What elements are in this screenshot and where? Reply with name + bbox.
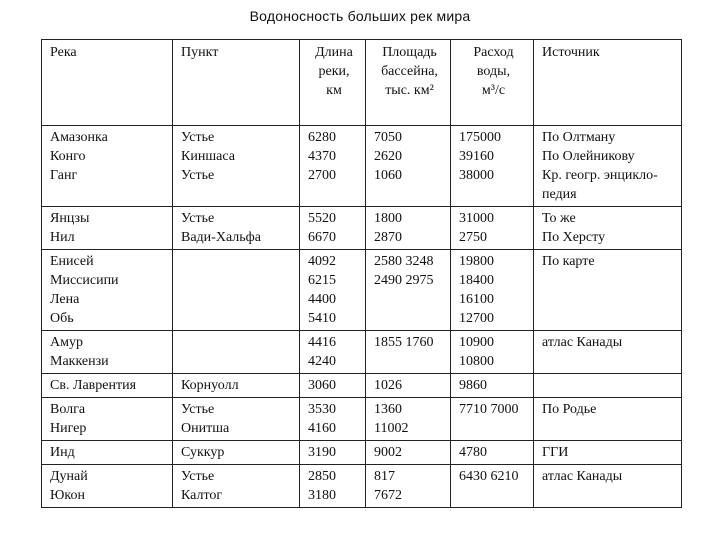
cell-source-line: То же (542, 211, 576, 226)
cell-point (173, 331, 300, 374)
cell-area-line: 1026 (374, 378, 402, 393)
cell-source-line: По Олейникову (542, 149, 635, 164)
header-area (366, 40, 451, 126)
cell-river-line: Нигер (50, 421, 87, 436)
cell-source (534, 374, 682, 398)
cell-area (366, 374, 451, 398)
cell-river (42, 207, 173, 250)
cell-length-line: 4370 (308, 149, 336, 164)
cell-area-line: 1855 1760 (374, 335, 434, 350)
cell-area-line: 1060 (374, 168, 402, 183)
cell-river (42, 250, 173, 331)
cell-point (173, 374, 300, 398)
table-row (42, 398, 682, 441)
cell-point-line: Устье (181, 211, 215, 226)
cell-river (42, 126, 173, 207)
table-row (42, 374, 682, 398)
cell-length-line: 3190 (308, 445, 336, 460)
cell-length-line: 4092 (308, 254, 336, 269)
cell-flow-line: 6430 6210 (459, 469, 519, 484)
cell-point (173, 250, 300, 331)
cell-source-line: По карте (542, 254, 595, 269)
header-source: Источник (534, 40, 682, 126)
header-river: Река (42, 40, 173, 126)
cell-point-line: Устье (181, 130, 215, 145)
page-title: Водоносность больших рек мира (249, 8, 471, 24)
header-flow-line: воды, (476, 64, 511, 79)
cell-source (534, 465, 682, 508)
cell-length-line: 6280 (308, 130, 336, 145)
header-flow-line: Расход (473, 45, 514, 60)
cell-point (173, 441, 300, 465)
cell-point-line: Онитша (181, 421, 230, 436)
cell-source-line: По Олтману (542, 130, 616, 145)
cell-length-line: 6215 (308, 273, 336, 288)
cell-flow-line: 175000 (459, 130, 501, 145)
cell-area (366, 441, 451, 465)
cell-river-line: Волга (50, 402, 86, 417)
cell-length-line: 4400 (308, 292, 336, 307)
cell-flow-line: 39160 (459, 149, 494, 164)
cell-source-line: ГГИ (542, 445, 569, 460)
cell-length (300, 331, 366, 374)
cell-river-line: Дунай (50, 469, 88, 484)
cell-source (534, 331, 682, 374)
cell-river-line: Амазонка (50, 130, 108, 145)
cell-length-line: 2850 (308, 469, 336, 484)
cell-river-line: Св. Лаврентия (50, 378, 137, 393)
cell-area-line: 1800 (374, 211, 402, 226)
cell-length (300, 207, 366, 250)
cell-length-line: 5520 (308, 211, 336, 226)
cell-length (300, 126, 366, 207)
cell-river-line: Амур (50, 335, 83, 350)
cell-point-line: Киншаса (181, 149, 235, 164)
cell-length (300, 441, 366, 465)
cell-flow (451, 465, 534, 508)
cell-source-line: атлас Канады (542, 335, 623, 350)
cell-river (42, 374, 173, 398)
table-row (42, 126, 682, 207)
table-row (42, 207, 682, 250)
cell-point-line: Калтог (181, 488, 223, 503)
cell-river (42, 465, 173, 508)
cell-area (366, 207, 451, 250)
cell-area-line: 7672 (374, 488, 402, 503)
cell-length-line: 4160 (308, 421, 336, 436)
cell-flow-line: 9860 (459, 378, 487, 393)
cell-river-line: Обь (50, 311, 74, 326)
cell-area (366, 465, 451, 508)
header-point: Пункт (173, 40, 300, 126)
cell-point-line: Устье (181, 469, 215, 484)
cell-area-line: 2870 (374, 230, 402, 245)
cell-flow-line: 7710 7000 (459, 402, 519, 417)
cell-flow-line: 12700 (459, 311, 494, 326)
cell-area (366, 250, 451, 331)
header-area-line: бассейна, (381, 64, 438, 79)
cell-area (366, 398, 451, 441)
cell-area (366, 126, 451, 207)
header-row (42, 40, 682, 126)
cell-river-line: Конго (50, 149, 86, 164)
cell-point (173, 126, 300, 207)
cell-length-line: 2700 (308, 168, 336, 183)
cell-flow-line: 16100 (459, 292, 494, 307)
cell-area-line: 2580 3248 2490 2975 (374, 254, 434, 288)
cell-river-line: Юкон (50, 488, 85, 503)
cell-source-line: По Херсту (542, 230, 606, 245)
cell-river-line: Нил (50, 230, 75, 245)
cell-source (534, 441, 682, 465)
cell-flow (451, 126, 534, 207)
cell-source (534, 126, 682, 207)
table-row (42, 465, 682, 508)
cell-area-line: 2620 (374, 149, 402, 164)
cell-flow-line: 18400 (459, 273, 494, 288)
header-area-line: Площадь (382, 45, 437, 60)
cell-length (300, 398, 366, 441)
cell-river-line: Маккензи (50, 354, 109, 369)
cell-area-line: 9002 (374, 445, 402, 460)
cell-point (173, 207, 300, 250)
header-flow-line: м³/с (481, 83, 506, 98)
cell-area-line: 11002 (374, 421, 409, 436)
cell-point (173, 465, 300, 508)
cell-flow (451, 374, 534, 398)
cell-river-line: Миссисипи (50, 273, 119, 288)
cell-source (534, 398, 682, 441)
header-length (300, 40, 366, 126)
cell-river (42, 398, 173, 441)
cell-length (300, 374, 366, 398)
cell-point-line: Устье (181, 168, 215, 183)
cell-flow-line: 10900 (459, 335, 494, 350)
cell-river-line: Енисей (50, 254, 94, 269)
header-flow (451, 40, 534, 126)
cell-area-line: 1360 (374, 402, 402, 417)
cell-length (300, 250, 366, 331)
cell-flow-line: 19800 (459, 254, 494, 269)
cell-area (366, 331, 451, 374)
cell-river (42, 331, 173, 374)
cell-length-line: 3180 (308, 488, 336, 503)
cell-source-line: Кр. геогр. энцикло-педия (542, 168, 658, 202)
cell-flow-line: 2750 (459, 230, 487, 245)
cell-river (42, 441, 173, 465)
cell-length (300, 465, 366, 508)
cell-point-line: Корнуолл (181, 378, 239, 393)
cell-flow (451, 441, 534, 465)
table-row (42, 441, 682, 465)
cell-flow-line: 31000 (459, 211, 494, 226)
cell-point-line: Устье (181, 402, 215, 417)
table-body (42, 126, 682, 508)
table-row (42, 331, 682, 374)
cell-river-line: Янцзы (50, 211, 90, 226)
cell-source (534, 207, 682, 250)
cell-source-line: атлас Канады (542, 469, 623, 484)
header-area-line: тыс. км² (385, 83, 434, 98)
cell-length-line: 5410 (308, 311, 336, 326)
cell-point (173, 398, 300, 441)
cell-length-line: 4416 (308, 335, 336, 350)
header-length-line: реки, (318, 64, 350, 79)
cell-length-line: 6670 (308, 230, 336, 245)
cell-length-line: 4240 (308, 354, 336, 369)
cell-flow-line: 38000 (459, 168, 494, 183)
cell-flow (451, 207, 534, 250)
cell-river-line: Инд (50, 445, 75, 460)
cell-river-line: Ганг (50, 168, 78, 183)
cell-flow (451, 331, 534, 374)
cell-source-line: По Родье (542, 402, 597, 417)
cell-area-line: 817 (374, 469, 395, 484)
cell-flow (451, 250, 534, 331)
table-row (42, 250, 682, 331)
header-length-line: км (326, 83, 342, 98)
cell-point-line: Вади-Хальфа (181, 230, 261, 245)
cell-source (534, 250, 682, 331)
cell-length-line: 3530 (308, 402, 336, 417)
cell-flow (451, 398, 534, 441)
header-length-line: Длина (315, 45, 353, 60)
cell-flow-line: 10800 (459, 354, 494, 369)
cell-length-line: 3060 (308, 378, 336, 393)
rivers-table (41, 39, 682, 508)
cell-point-line: Суккур (181, 445, 225, 460)
cell-flow-line: 4780 (459, 445, 487, 460)
cell-river-line: Лена (50, 292, 80, 307)
cell-area-line: 7050 (374, 130, 402, 145)
